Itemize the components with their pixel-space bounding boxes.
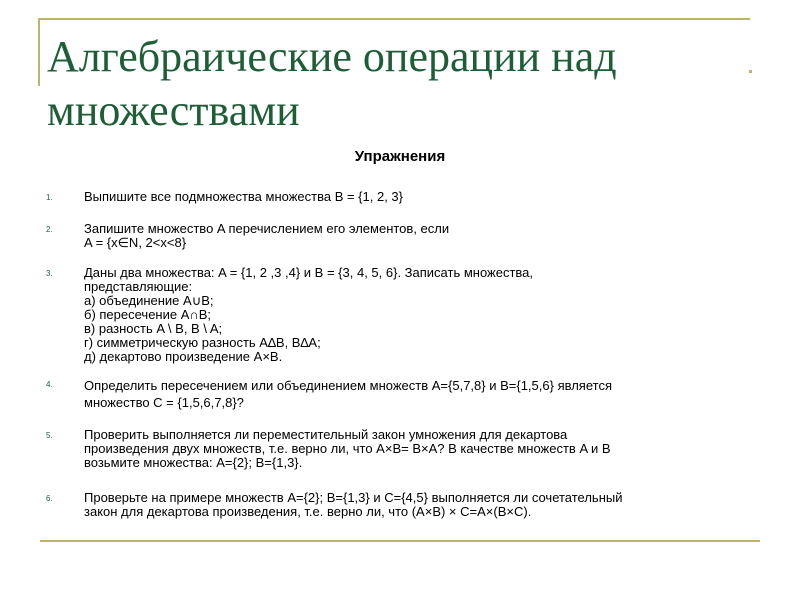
exercise-text (84, 428, 744, 470)
exercise-text (84, 491, 744, 519)
exercise-line: Определить пересечением или объединением множеств A={5,7,8} и B={1,5,6} является (84, 378, 612, 393)
exercise-line: Запишите множество A перечислением его элементов, если (84, 221, 450, 236)
slide-title-line-1: Алгебраические операции над (47, 32, 617, 81)
bottom-divider (40, 540, 760, 542)
exercise-line: множество C = {1,5,6,7,8}? (84, 395, 244, 410)
exercise-line: Выпишите все подмножества множества B = {1, 2, 3} (84, 189, 404, 204)
exercise-number: 4. (46, 380, 53, 389)
exercise-number: 3. (46, 269, 53, 278)
exercise-number: 6. (46, 494, 53, 503)
exercise-number: 1. (46, 193, 53, 202)
exercise-line: Проверьте на примере множеств A={2}; B={1,3} и C={4,5} выполняется ли сочетательный (84, 490, 623, 505)
exercise-text (84, 377, 744, 411)
exercise-number: 2. (46, 225, 53, 234)
exercise-line: произведения двух множеств, т.е. верно ли, что A×B= B×A? В качестве множеств A и B (84, 441, 611, 456)
exercise-line: д) декартово произведение A×B. (84, 349, 283, 364)
exercise-text (84, 266, 744, 364)
title-frame-top (38, 18, 750, 20)
exercise-line: возьмите множества: A={2}; B={1,3}. (84, 455, 303, 470)
exercise-line: Даны два множества: A = {1, 2 ,3 ,4} и B = {3, 4, 5, 6}. Записать множества, (84, 265, 534, 280)
exercises-heading: Упражнения (354, 148, 446, 165)
slide-title (47, 30, 747, 138)
exercise-line: г) симметрическую разность A∆B, B∆A; (84, 335, 321, 350)
exercise-number: 5. (46, 431, 53, 440)
exercise-line: представляющие: (84, 279, 193, 294)
title-frame-left (38, 18, 40, 86)
exercise-line: б) пересечение A∩B; (84, 307, 211, 322)
exercise-line: закон для декартова произведения, т.е. верно ли, что (A×B) × C=A×(B×C). (84, 504, 532, 519)
exercise-line: в) разность A \ B, B \ A; (84, 321, 223, 336)
slide-title-line-2: множествами (47, 86, 300, 135)
exercise-text (84, 190, 744, 204)
exercise-line: Проверить выполняется ли переместительный закон умножения для декартова (84, 427, 568, 442)
title-frame-dot (749, 70, 752, 73)
exercise-text (84, 222, 744, 250)
exercise-line: A = {x∈N, 2<x<8} (84, 235, 187, 250)
exercise-line: а) объединение A∪B; (84, 293, 214, 308)
